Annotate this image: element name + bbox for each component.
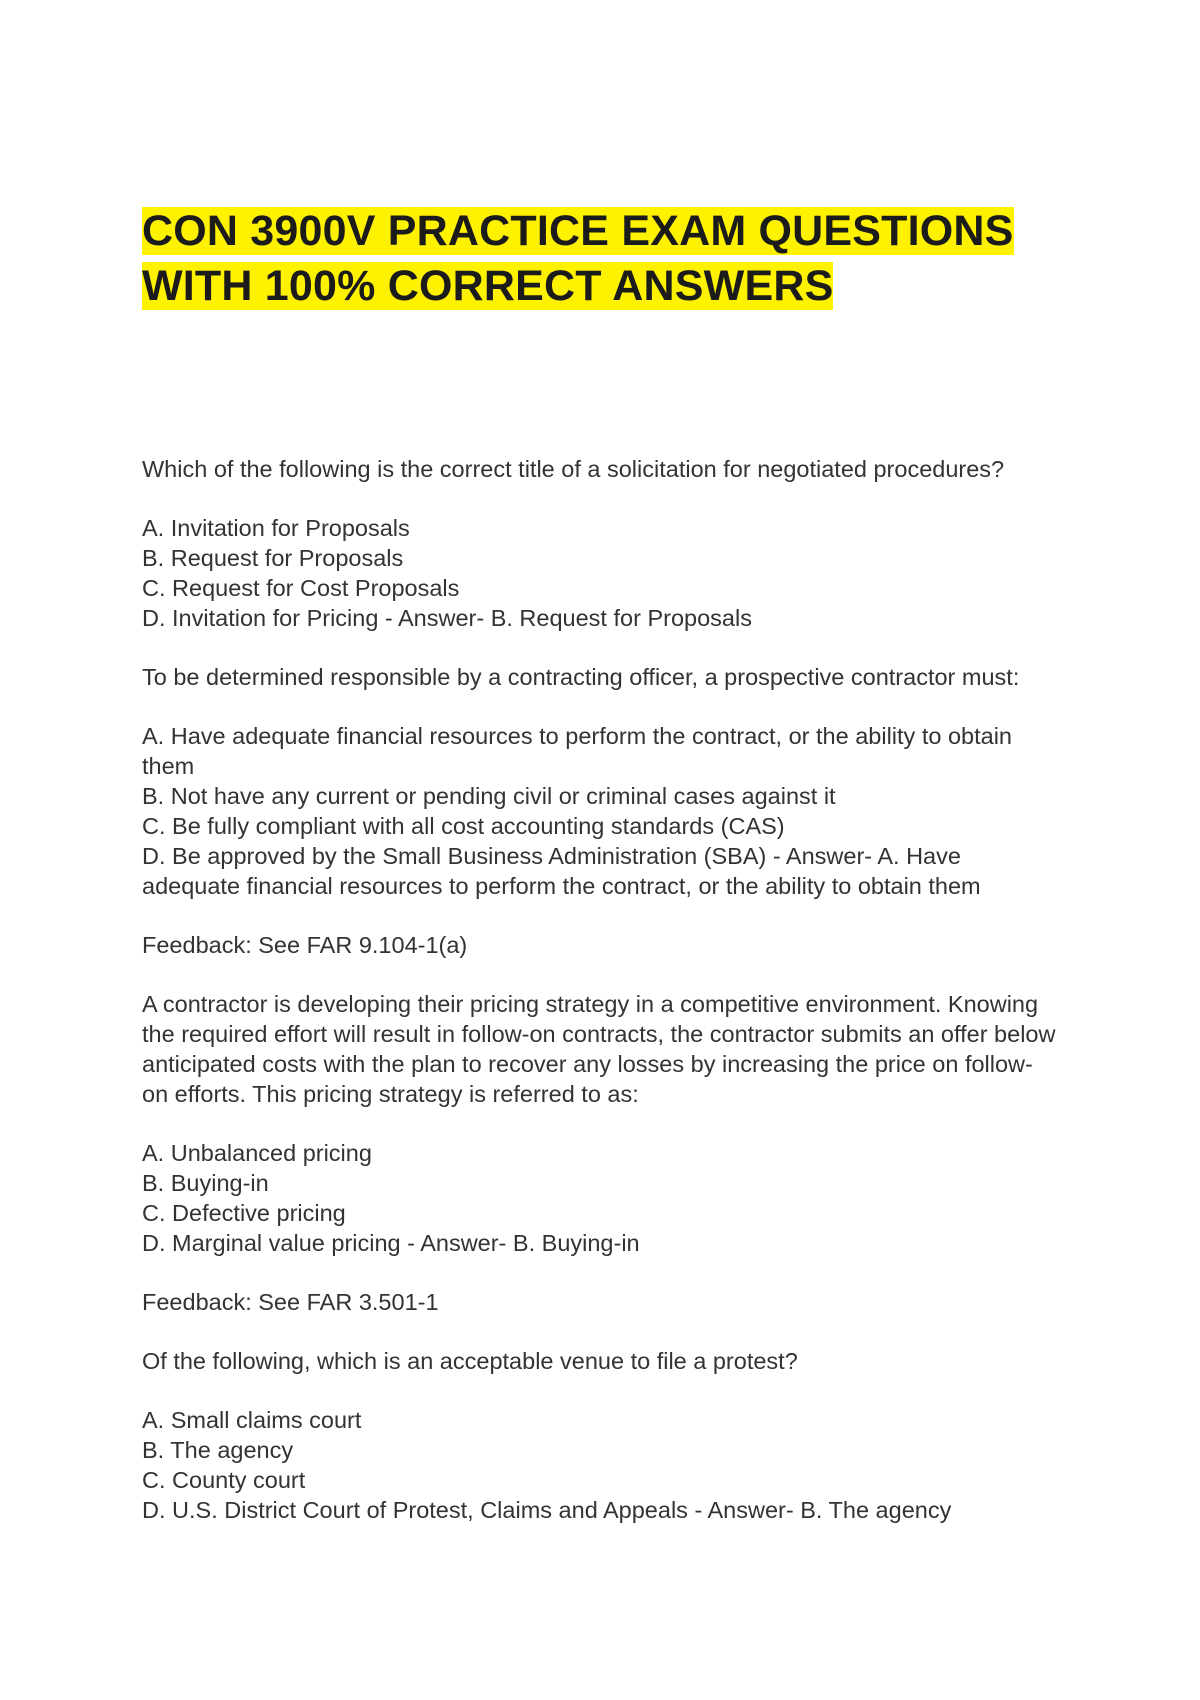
option-line: A. Have adequate financial resources to perform the contract, or the ability to obtain	[142, 723, 1012, 749]
answer-options	[142, 513, 1072, 633]
question-list	[142, 454, 1072, 1525]
title-line-2: WITH 100% CORRECT ANSWERS	[142, 262, 834, 310]
option-line: D. Invitation for Pricing - Answer- B. Request for Proposals	[142, 605, 752, 631]
feedback-line: Feedback: See FAR 9.104-1(a)	[142, 932, 468, 958]
option-line: C. Defective pricing	[142, 1200, 346, 1226]
document-title	[142, 204, 1072, 314]
option-line: B. The agency	[142, 1437, 294, 1463]
stem-line: Of the following, which is an acceptable venue to file a protest?	[142, 1348, 798, 1374]
document-body	[142, 204, 1072, 1554]
answer-options	[142, 1405, 1072, 1525]
stem-line: anticipated costs with the plan to recover any losses by increasing the price on follow-	[142, 1051, 1033, 1077]
option-line: D. Marginal value pricing - Answer- B. Buying-in	[142, 1230, 640, 1256]
title-line-1: CON 3900V PRACTICE EXAM QUESTIONS	[142, 207, 1014, 255]
stem-line: Which of the following is the correct title of a solicitation for negotiated procedures?	[142, 456, 1005, 482]
stem-line: To be determined responsible by a contracting officer, a prospective contractor must:	[142, 664, 1020, 690]
option-line: D. Be approved by the Small Business Administration (SBA) - Answer- A. Have	[142, 843, 961, 869]
stem-line: on efforts. This pricing strategy is referred to as:	[142, 1081, 639, 1107]
stem-line: A contractor is developing their pricing strategy in a competitive environment. Knowing	[142, 991, 1039, 1017]
option-line: D. U.S. District Court of Protest, Claims and Appeals - Answer- B. The agency	[142, 1497, 952, 1523]
option-line: C. County court	[142, 1467, 306, 1493]
option-line: B. Request for Proposals	[142, 545, 404, 571]
option-line: A. Unbalanced pricing	[142, 1140, 372, 1166]
answer-options	[142, 1138, 1072, 1258]
feedback-line: Feedback: See FAR 3.501-1	[142, 1289, 439, 1315]
question-stem	[142, 454, 1072, 484]
option-line: adequate financial resources to perform the contract, or the ability to obtain them	[142, 873, 981, 899]
option-line: C. Be fully compliant with all cost accounting standards (CAS)	[142, 813, 785, 839]
option-line: A. Invitation for Proposals	[142, 515, 410, 541]
stem-line: the required effort will result in follow-on contracts, the contractor submits an offer below	[142, 1021, 1056, 1047]
feedback-text	[142, 930, 1072, 960]
question-stem	[142, 1346, 1072, 1376]
question-stem	[142, 662, 1072, 692]
option-line: B. Buying-in	[142, 1170, 269, 1196]
option-line: B. Not have any current or pending civil or criminal cases against it	[142, 783, 836, 809]
option-line: A. Small claims court	[142, 1407, 362, 1433]
option-line: them	[142, 753, 195, 779]
option-line: C. Request for Cost Proposals	[142, 575, 460, 601]
answer-options	[142, 721, 1072, 901]
question-stem	[142, 989, 1072, 1109]
feedback-text	[142, 1287, 1072, 1317]
